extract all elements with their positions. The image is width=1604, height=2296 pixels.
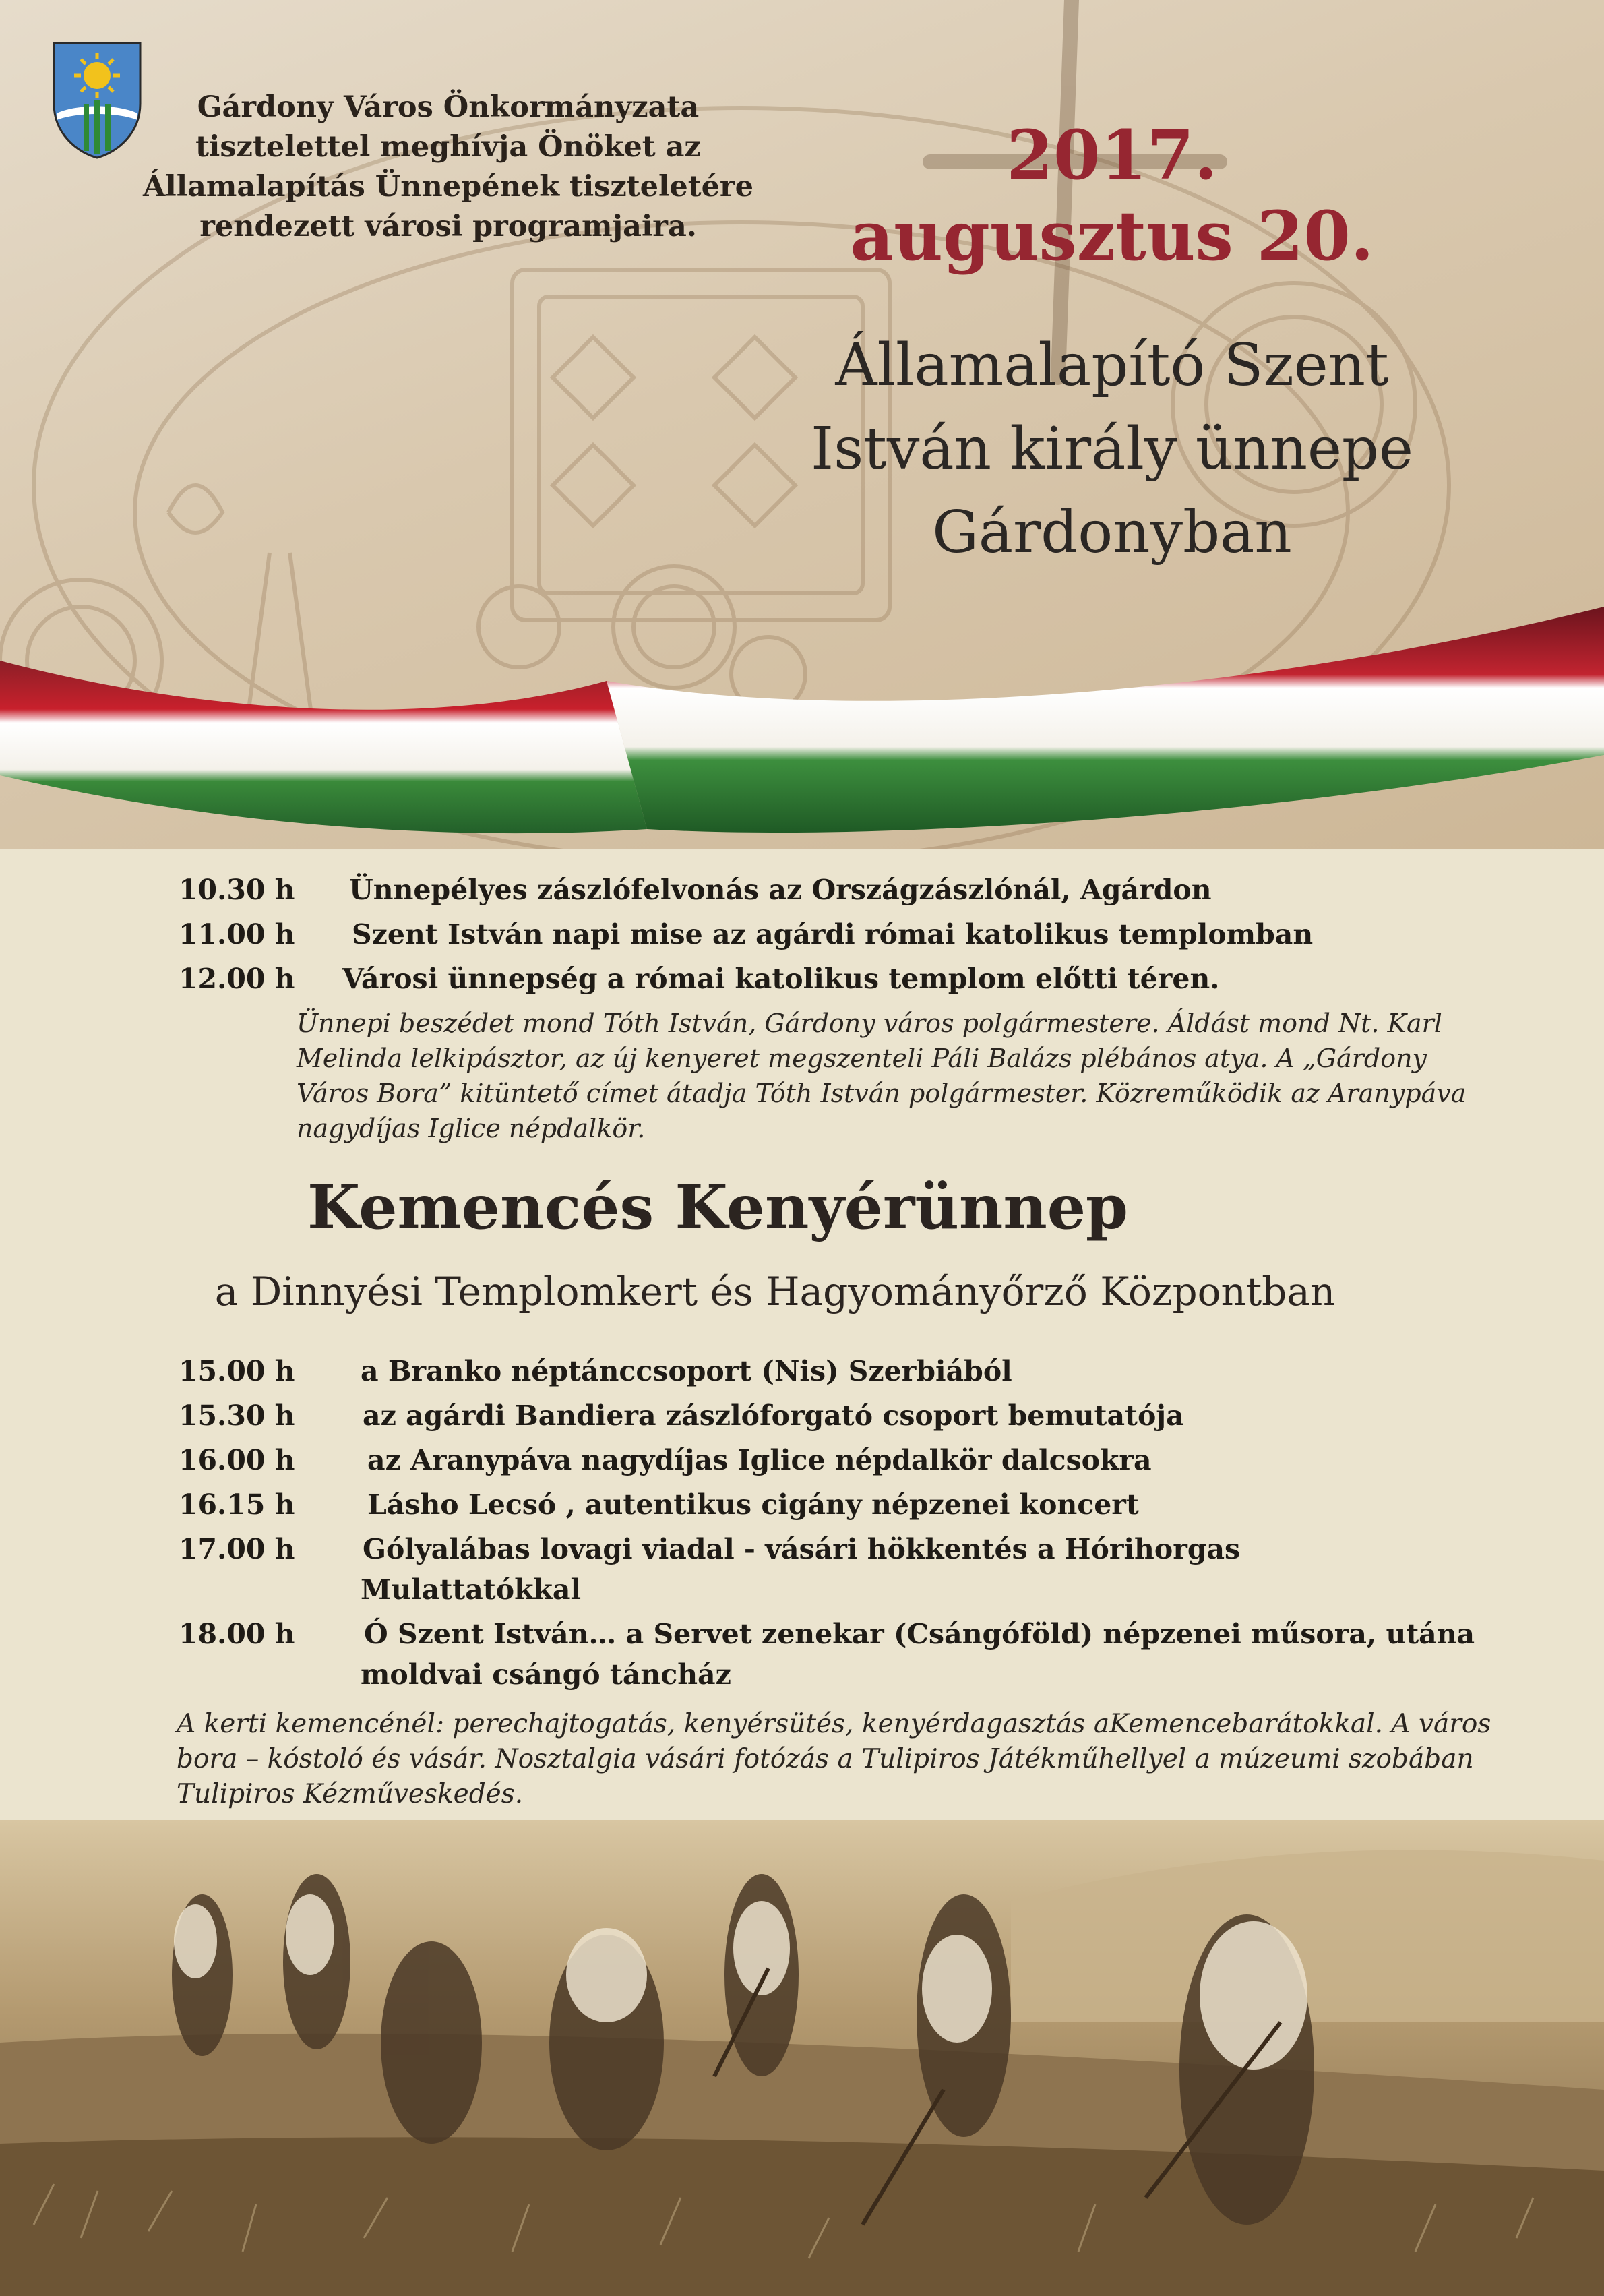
note-line: Város Bora” kitüntető címet átadja Tóth István polgármester. Közreműködik az Aranypáva: [297, 1079, 1467, 1108]
title-line: Államalapító Szent: [835, 332, 1389, 399]
bread-festival-title: Kemencés Kenyérünnep: [307, 1172, 1128, 1243]
harvest-scene: [0, 1820, 1604, 2296]
program-time: 11.00 h: [179, 918, 295, 950]
flag-ribbon-left: [0, 661, 647, 833]
title-line: István király ünnepe: [811, 415, 1413, 483]
date-day: augusztus 20.: [850, 196, 1374, 276]
note-line: nagydíjas Iglice népdalkör.: [297, 1114, 646, 1143]
program-event: Városi ünnepség a római katolikus templom előtti téren.: [342, 963, 1220, 995]
note-line: Ünnepi beszédet mond Tóth István, Gárdony város polgármestere. Áldást mond Nt. Karl: [297, 1008, 1442, 1038]
note-line: A kerti kemencénél: perechajtogatás, kenyérsütés, kenyérdagasztás aKemencebarátokkal. A város: [177, 1709, 1491, 1739]
event-title: [708, 324, 1516, 574]
program-time: 15.00 h: [179, 1355, 295, 1387]
program-time: 17.00 h: [179, 1533, 295, 1565]
program-event: Szent István napi mise az agárdi római katolikus templomban: [352, 918, 1314, 950]
invitation-line: Államalapítás Ünnepének tiszteletére: [143, 170, 753, 204]
garden-note: [177, 1707, 1511, 1812]
invitation-text: [88, 88, 809, 247]
program-time: 18.00 h: [179, 1618, 295, 1650]
bread-festival-subtitle: a Dinnyési Templomkert és Hagyományőrző Központban: [214, 1269, 1336, 1315]
note-line: bora – kóstoló és vásár. Nosztalgia vásári fotózás a Tulipiros Játékműhellyel a múzeumi szobában: [177, 1744, 1474, 1774]
harvest-photo: [0, 1820, 1604, 2296]
program-time: 12.00 h: [179, 963, 295, 995]
invitation-line: rendezett városi programjaira.: [199, 210, 697, 243]
program-event: az Aranypáva nagydíjas Iglice népdalkör dalcsokra: [367, 1444, 1152, 1476]
note-line: Tulipiros Kézműveskedés.: [177, 1779, 524, 1809]
program-event: Gólyalábas lovagi viadal - vásári hökkentés a Hórihorgas: [363, 1533, 1241, 1565]
program-event: az agárdi Bandiera zászlóforgató csoport bemutatója: [363, 1399, 1184, 1432]
header-artwork: [0, 0, 1604, 849]
program-time: 16.15 h: [179, 1488, 295, 1521]
program-event-continued: moldvai csángó táncház: [361, 1658, 731, 1691]
title-line: Gárdonyban: [932, 499, 1292, 566]
date-year: 2017.: [1006, 115, 1218, 195]
program-time: 15.30 h: [179, 1399, 295, 1432]
ceremony-note: [297, 1006, 1503, 1146]
program-event-continued: Mulattatókkal: [361, 1573, 582, 1606]
program-event: Lásho Lecsó , autentikus cigány népzenei koncert: [367, 1488, 1139, 1521]
invitation-line: Gárdony Város Önkormányzata: [197, 90, 700, 124]
event-date: [775, 115, 1449, 276]
program-section: [0, 849, 1604, 1820]
program-event: a Branko néptánccsoport (Nis) Szerbiából: [361, 1355, 1012, 1387]
program-time: 10.30 h: [179, 874, 295, 906]
program-event: Ó Szent István… a Servet zenekar (Csángóföld) népzenei műsora, utána: [364, 1618, 1475, 1650]
program-event: Ünnepélyes zászlófelvonás az Országzászlónál, Agárdon: [349, 874, 1212, 906]
invitation-line: tisztelettel meghívja Önöket az: [195, 130, 701, 164]
program-time: 16.00 h: [179, 1444, 295, 1476]
note-line: Melinda lelkipásztor, az új kenyeret megszenteli Páli Balázs plébános atya. A „Gárdony: [297, 1044, 1427, 1073]
